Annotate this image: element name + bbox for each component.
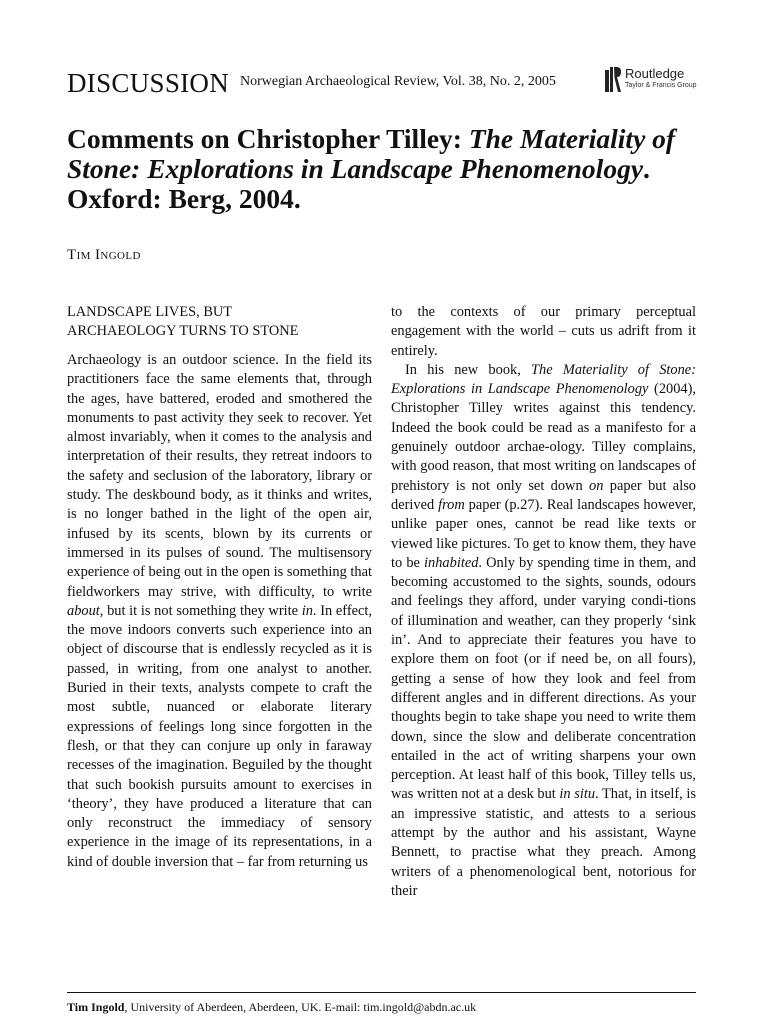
- author-name: Tim Ingold: [67, 247, 141, 263]
- text-run: Archaeology is an outdoor science. In the field its practitioners face the same elements that, through the ages, have battered, eroded and smothered the monuments to past activity they seek to recover. Yet almost invariably, when it comes to the analysis and interpretation of their results, they retreat indoors to the safety and seclusion of the laboratory, library or study. The deskbound body, as it thinks and writes, is no longer bathed in the light of the open air, infused by its scents, blown by its currents or immersed in its pulses of sound. The multisensory experience of being out in the open is something that fieldworkers may strive, with difficulty, to write: [67, 352, 372, 600]
- publisher-name: Routledge: [625, 66, 685, 81]
- routledge-r-icon: [605, 66, 621, 94]
- text-run: paper but also derived: [391, 477, 696, 513]
- paragraph: [67, 351, 372, 872]
- page-header: [67, 64, 701, 108]
- paragraph: [391, 361, 696, 901]
- emphasis: inhabited: [424, 554, 479, 571]
- title-suffix: . Oxford: Berg, 2004.: [67, 153, 650, 214]
- author-footnote: [67, 1000, 707, 1015]
- title-book: The Materiality of Stone: Explorations in Landscape Phenomenology: [67, 123, 676, 184]
- footer-divider: [67, 992, 696, 993]
- section-heading-line2: ARCHAEOLOGY TURNS TO STONE: [67, 323, 299, 339]
- text-run: In his new book,: [405, 361, 532, 378]
- section-heading: [67, 303, 372, 341]
- publisher-group: Taylor & Francis Group: [625, 82, 697, 89]
- footnote-affiliation: , University of Aberdeen, Aberdeen, UK. E-mail: tim.ingold@abdn.ac.uk: [124, 1000, 477, 1014]
- title-prefix: Comments on Christopher Tilley:: [67, 123, 469, 154]
- journal-citation: Norwegian Archaeological Review, Vol. 38, No. 2, 2005: [240, 74, 556, 89]
- section-label: DISCUSSION: [67, 68, 230, 98]
- text-run: . Only by spending time in them, and becoming accustomed to the sights, sounds, odours and feelings they afford, under varying condi-tions of illumination and weather, can they properly ‘sink in’. And to appreciate their features you have to explore them on foot (or if need be, on all fours), getting a sense of how they look and feel from different angles and in different directions. As your thoughts begin to take shape you need to write them down, since the slow and deliberate concentration entailed in the act of writing sharpens your own perception. At least half of this book, Tilley tells us, was written not at a desk but: [391, 554, 696, 803]
- emphasis: in: [301, 602, 313, 619]
- text-run: . That, in itself, is an impressive statistic, and attests to a serious attempt by the author and his assistant, Wayne Bennett, to practise what they preach. Among writers of a phenomenological bent, notorious for their: [391, 786, 696, 899]
- emphasis: about: [67, 602, 100, 619]
- footnote-author: Tim Ingold: [67, 1000, 125, 1014]
- body-column-left: [67, 303, 372, 872]
- emphasis: in situ: [559, 786, 596, 803]
- text-run: , but it is not something they write: [99, 602, 302, 619]
- emphasis-book-title: The Materiality of Stone: Explorations in Landscape Phenomenology: [391, 361, 696, 398]
- emphasis: on: [589, 477, 604, 494]
- emphasis: from: [438, 496, 465, 513]
- article-title: [67, 124, 707, 214]
- section-heading-line1: LANDSCAPE LIVES, BUT: [67, 304, 233, 320]
- text-run: (2004), Christopher Tilley writes against this tendency. Indeed the book could be read as a manifesto for a genuinely outdoor archae-ology. Tilley complains, with good reason, that most writing on landscapes of prehistory is not only set down: [391, 381, 697, 494]
- paragraph: to the contexts of our primary perceptual engagement with the world – cuts us adrift from it entirely.: [391, 304, 696, 359]
- body-column-right: [391, 303, 696, 901]
- publisher-logo: [605, 64, 703, 98]
- text-run: . In effect, the move indoors converts such experience into an object of discourse that is endlessly recycled as it is passed, in writing, from one analyst to another. Buried in their texts, analysts compete to craft the most subtle, nuanced or elaborate literary expressions of feelings long since forgotten in the flesh, or that they can conjure up only in faraway recesses of the imagination. Beguiled by the thought that such bookish pursuits amount to exercises in ‘theory’, they have produced a literature that can only reconstruct the immediacy of sensory experience in the image of its representations, in a kind of double inversion that – far from returning us: [67, 602, 372, 870]
- text-run: paper (p.27). Real landscapes however, unlike paper ones, cannot be read like texts or viewed like pictures. To get to know them, they have to be: [391, 496, 696, 571]
